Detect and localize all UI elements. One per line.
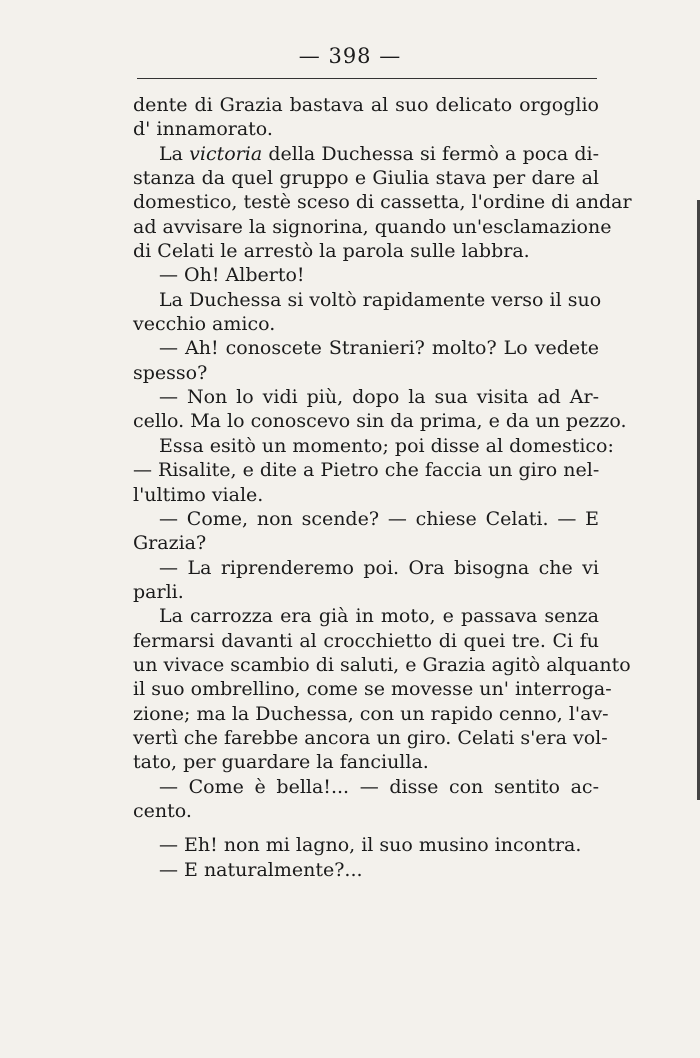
text-line: stanza da quel gruppo e Giulia stava per dare al bbox=[133, 167, 599, 190]
header-rule bbox=[137, 78, 597, 79]
text-line: dente di Grazia bastava al suo delicato orgoglio bbox=[133, 94, 599, 116]
text-line: La carrozza era già in moto, e passava senza bbox=[159, 605, 599, 628]
text-line: domestico, testè sceso di cassetta, l'ordine di andar bbox=[133, 191, 632, 214]
text-line: — E naturalmente?... bbox=[159, 858, 363, 881]
text-line: l'ultimo viale. bbox=[133, 483, 264, 506]
text-line: Grazia? bbox=[133, 532, 207, 555]
text-line: vecchio amico. bbox=[133, 313, 276, 336]
text-line: vertì che farebbe ancora un giro. Celati s'era vol- bbox=[133, 726, 608, 749]
text-line: cento. bbox=[133, 799, 192, 822]
body-text bbox=[133, 93, 632, 882]
text-line: — Come, non scende? — chiese Celati. — E bbox=[159, 507, 599, 530]
text-line: La Duchessa si voltò rapidamente verso il suo bbox=[159, 288, 602, 311]
text-line: Essa esitò un momento; poi disse al domestico: bbox=[159, 434, 614, 457]
text-line: d' innamorato. bbox=[133, 118, 273, 141]
text-line: — Eh! non mi lagno, il suo musino incontra. bbox=[159, 834, 582, 857]
text-line: di Celati le arrestò la parola sulle labbra. bbox=[133, 240, 530, 263]
text-line: cello. Ma lo conoscevo sin da prima, e da un pezzo. bbox=[133, 410, 627, 433]
text-line: parli. bbox=[133, 580, 184, 603]
text-line: — Ah! conoscete Stranieri? molto? Lo vedete bbox=[159, 337, 599, 360]
text-line: fermarsi davanti al crocchietto di quei tre. Ci fu bbox=[133, 629, 599, 652]
text-line: — Come è bella!... — disse con sentito ac- bbox=[159, 775, 599, 798]
page-number: — 398 — bbox=[298, 44, 402, 68]
text-line: spesso? bbox=[133, 361, 208, 384]
text-line: il suo ombrellino, come se movesse un' interroga- bbox=[133, 678, 612, 701]
text-line: — Risalite, e dite a Pietro che faccia un giro nel- bbox=[133, 459, 600, 482]
text-line: ad avvisare la signorina, quando un'esclamazione bbox=[133, 215, 612, 238]
text-line: La victoria della Duchessa si fermò a poca di- bbox=[159, 142, 599, 165]
text-line: tato, per guardare la fanciulla. bbox=[133, 751, 429, 774]
text-line: un vivace scambio di saluti, e Grazia agitò alquanto bbox=[133, 653, 631, 676]
italic-word: victoria bbox=[189, 142, 263, 165]
text-line: — Oh! Alberto! bbox=[159, 264, 305, 287]
text-line: — La riprenderemo poi. Ora bisogna che vi bbox=[159, 556, 599, 579]
text-line: zione; ma la Duchessa, con un rapido cenno, l'av- bbox=[133, 702, 609, 725]
text-line: — Non lo vidi più, dopo la sua visita ad Ar- bbox=[159, 386, 599, 409]
